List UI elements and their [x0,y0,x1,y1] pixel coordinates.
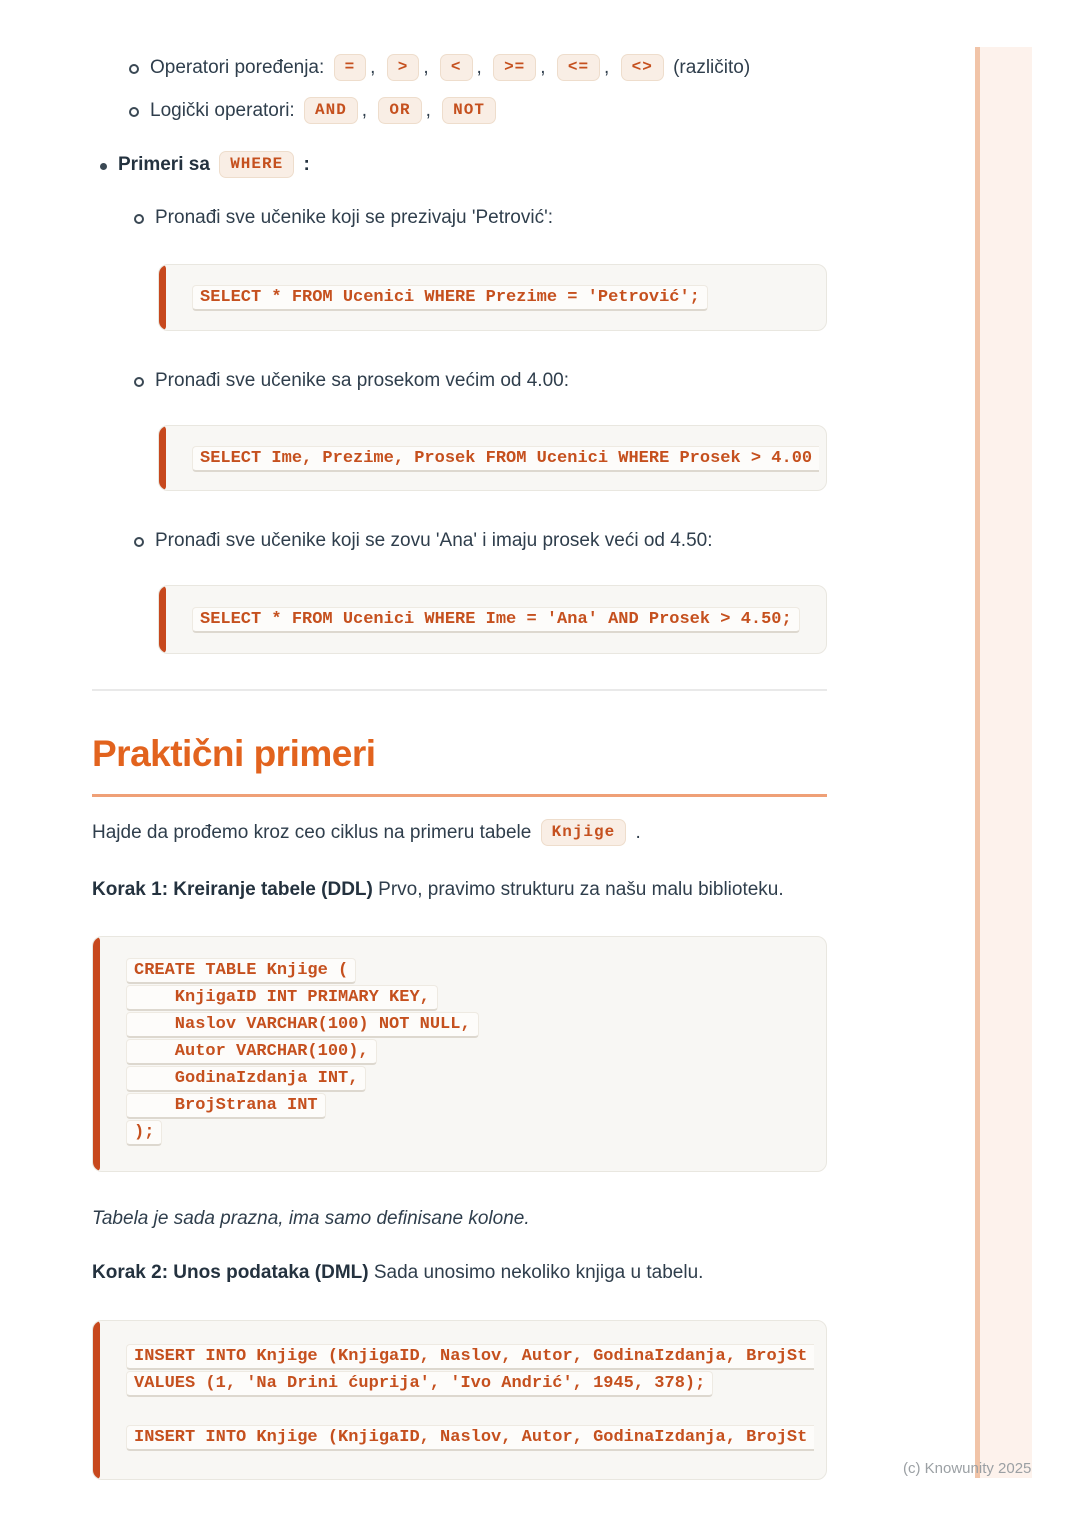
operator-badge: <= [557,54,600,81]
list-item-example-2 [155,366,569,396]
step-2-paragraph [92,1258,703,1288]
page-edge-band [975,47,1032,1478]
code-line [126,1371,826,1398]
list-item-example-1 [155,203,553,233]
section-divider [92,689,827,691]
sql-code: SELECT Ime, Prezime, Prosek FROM Ucenici WHERE Prosek > 4.00 [192,446,819,472]
sql-code: KnjigaID INT PRIMARY KEY, [126,985,438,1011]
intro-paragraph [92,818,641,848]
note-paragraph [92,1204,530,1234]
code-line [192,285,801,312]
code-line [126,1120,801,1147]
list-item-comparison-operators [150,53,750,83]
sql-code: BrojStrana INT [126,1093,326,1119]
sql-code: GodinaIzdanja INT, [126,1066,366,1092]
separator: , [476,57,482,78]
code-line [126,985,801,1012]
operator-badge: OR [378,97,421,124]
separator: , [425,100,431,121]
sql-code: Naslov VARCHAR(100) NOT NULL, [126,1012,479,1038]
code-line-spacer [126,1398,826,1425]
list-item-examples-header [118,150,310,180]
list-item-logical-operators [150,96,500,126]
operator-badge: AND [304,97,358,124]
sql-code: VALUES (1, 'Na Drini ćuprija', 'Ivo Andrić', 1945, 378); [126,1371,713,1397]
sql-code: INSERT INTO Knjige (KnjigaID, Naslov, Autor, GodinaIzdanja, BrojSt [126,1344,814,1370]
logical-operators-label: Logički operatori: [150,100,295,121]
intro-text: Hajde da prođemo kroz ceo ciklus na primeru tabele [92,822,532,843]
separator: , [540,57,546,78]
code-block-select-prosek [158,425,827,491]
examples-header-prefix: Primeri sa [118,154,210,175]
note-text: Tabela je sada prazna, ima samo definisane kolone. [92,1208,530,1229]
operator-badge: <> [621,54,664,81]
code-line [126,1039,801,1066]
step-1-paragraph [92,875,784,905]
code-line [126,1093,801,1120]
code-block-create-table [92,936,827,1172]
sql-code: INSERT INTO Knjige (KnjigaID, Naslov, Autor, GodinaIzdanja, BrojSt [126,1425,814,1451]
intro-period: . [635,822,641,843]
code-line [192,607,811,634]
step-1-text: Prvo, pravimo strukturu za našu malu biblioteku. [378,879,784,900]
operator-badge: > [387,54,420,81]
code-line [126,1012,801,1039]
code-line [126,1425,826,1452]
separator: , [361,100,368,121]
examples-header-colon: : [303,154,310,175]
operator-badge: < [440,54,473,81]
code-block-insert [92,1320,827,1480]
comparison-operators-label: Operatori poređenja: [150,57,325,78]
example-2-text: Pronađi sve učenike sa prosekom većim od 4.00: [155,370,569,391]
example-1-text: Pronađi sve učenike koji se prezivaju 'Petrović': [155,207,553,228]
step-2-label: Korak 2: Unos podataka (DML) [92,1262,369,1283]
list-item-example-3 [155,526,713,556]
code-line [126,1344,826,1371]
code-block-select-petrovic [158,264,827,331]
example-3-text: Pronađi sve učenike koji se zovu 'Ana' i imaju prosek veći od 4.50: [155,530,713,551]
operator-badge: >= [493,54,536,81]
sql-code: CREATE TABLE Knjige ( [126,958,356,984]
sql-code: SELECT * FROM Ucenici WHERE Ime = 'Ana' AND Prosek > 4.50; [192,607,800,633]
step-2-text: Sada unosimo nekoliko knjiga u tabelu. [373,1262,704,1283]
operator-badge: = [334,54,367,81]
sql-code: SELECT * FROM Ucenici WHERE Prezime = 'Petrović'; [192,285,708,311]
code-line [192,446,826,473]
sql-code: Autor VARCHAR(100), [126,1039,377,1065]
page-title: Praktični primeri [92,733,376,774]
heading-underline [92,794,827,797]
copyright-text: (c) Knowunity 2025 [903,1460,1032,1477]
operator-badge: NOT [442,97,496,124]
code-line [126,1066,801,1093]
where-badge: WHERE [219,151,294,178]
separator: , [423,57,429,78]
sql-code: ); [126,1120,162,1146]
code-block-select-ana [158,585,827,654]
comparison-operators-suffix: (različito) [673,57,751,78]
step-1-label: Korak 1: Kreiranje tabele (DDL) [92,879,373,900]
code-line [126,958,801,985]
knjige-badge: Knjige [541,819,627,846]
separator: , [604,57,610,78]
separator: , [370,57,376,78]
